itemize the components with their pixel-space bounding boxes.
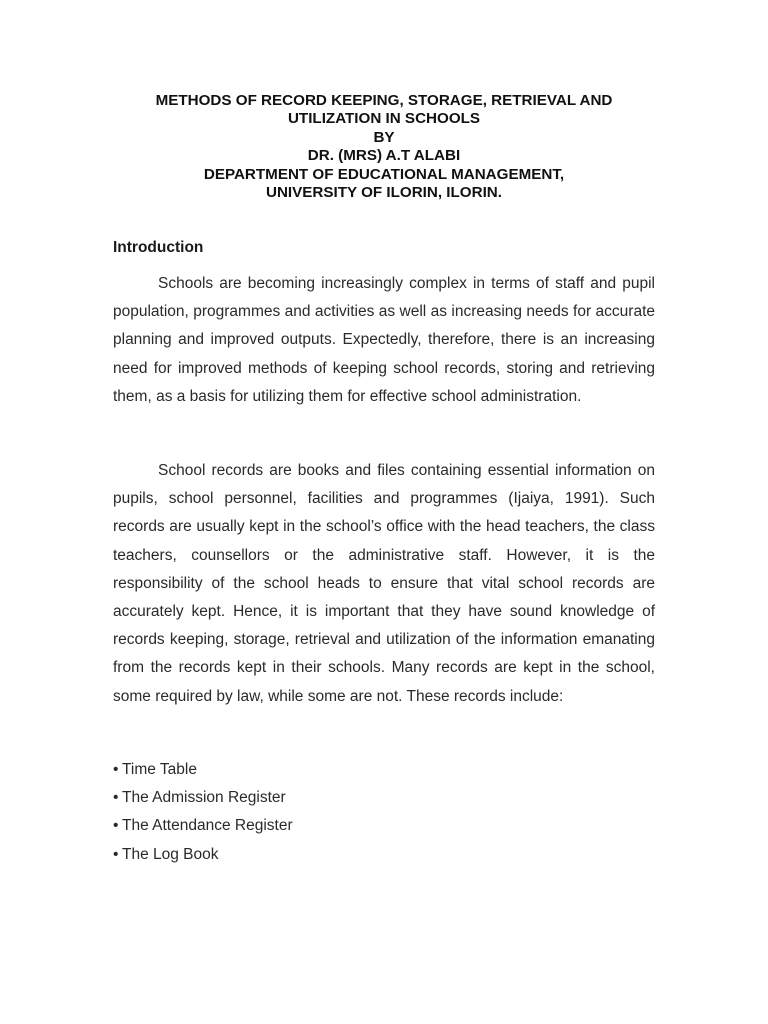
document-title <box>100 92 668 202</box>
list-item-text: The Admission Register <box>122 789 286 807</box>
list-item-text: The Attendance Register <box>122 817 293 835</box>
author-university: UNIVERSITY OF ILORIN, ILORIN. <box>266 184 502 202</box>
section-heading-introduction: Introduction <box>113 239 204 256</box>
title-line: UTILIZATION IN SCHOOLS <box>287 110 481 128</box>
list-item <box>113 756 293 784</box>
list-item-text: Time Table <box>122 761 197 778</box>
title-line: BY <box>373 128 395 146</box>
bullet-icon: • <box>113 761 119 778</box>
records-list <box>113 756 293 869</box>
list-item <box>113 812 293 840</box>
list-item <box>113 841 293 869</box>
list-item <box>113 784 293 812</box>
title-line: METHODS OF RECORD KEEPING, STORAGE, RETRIEVAL AND <box>155 92 613 109</box>
author-department: DEPARTMENT OF EDUCATIONAL MANAGEMENT, <box>203 165 565 183</box>
list-item-text: The Log Book <box>122 845 219 863</box>
paragraph: School records are books and files containing essential information on pupils, school personnel, facilities and programmes (Ijaiya, 1991). Such records are usually kept in the school’s office with the head teachers, the class teachers, counsellors or the administrative staff. However, it is the responsibility of the school heads to ensure that vital school records are accurately kept. Hence, it is important that they have sound knowledge of records keeping, storage, retrieval and utilization of the information emanating from the records kept in their schools. Many records are kept in the school, some required by law, while some are not. These records include: <box>113 462 655 705</box>
bullet-icon: • <box>113 789 119 807</box>
bullet-icon: • <box>113 817 119 835</box>
author-name: DR. (MRS) A.T ALABI <box>307 147 461 165</box>
paragraph: Schools are becoming increasingly complex in terms of staff and pupil population, programmes and activities as well as increasing needs for accurate planning and improved outputs. Expectedly, therefore, there is an increasing need for improved methods of keeping school records, storing and retrieving them, as a basis for utilizing them for effective school administration. <box>113 275 655 405</box>
bullet-icon: • <box>113 845 119 863</box>
